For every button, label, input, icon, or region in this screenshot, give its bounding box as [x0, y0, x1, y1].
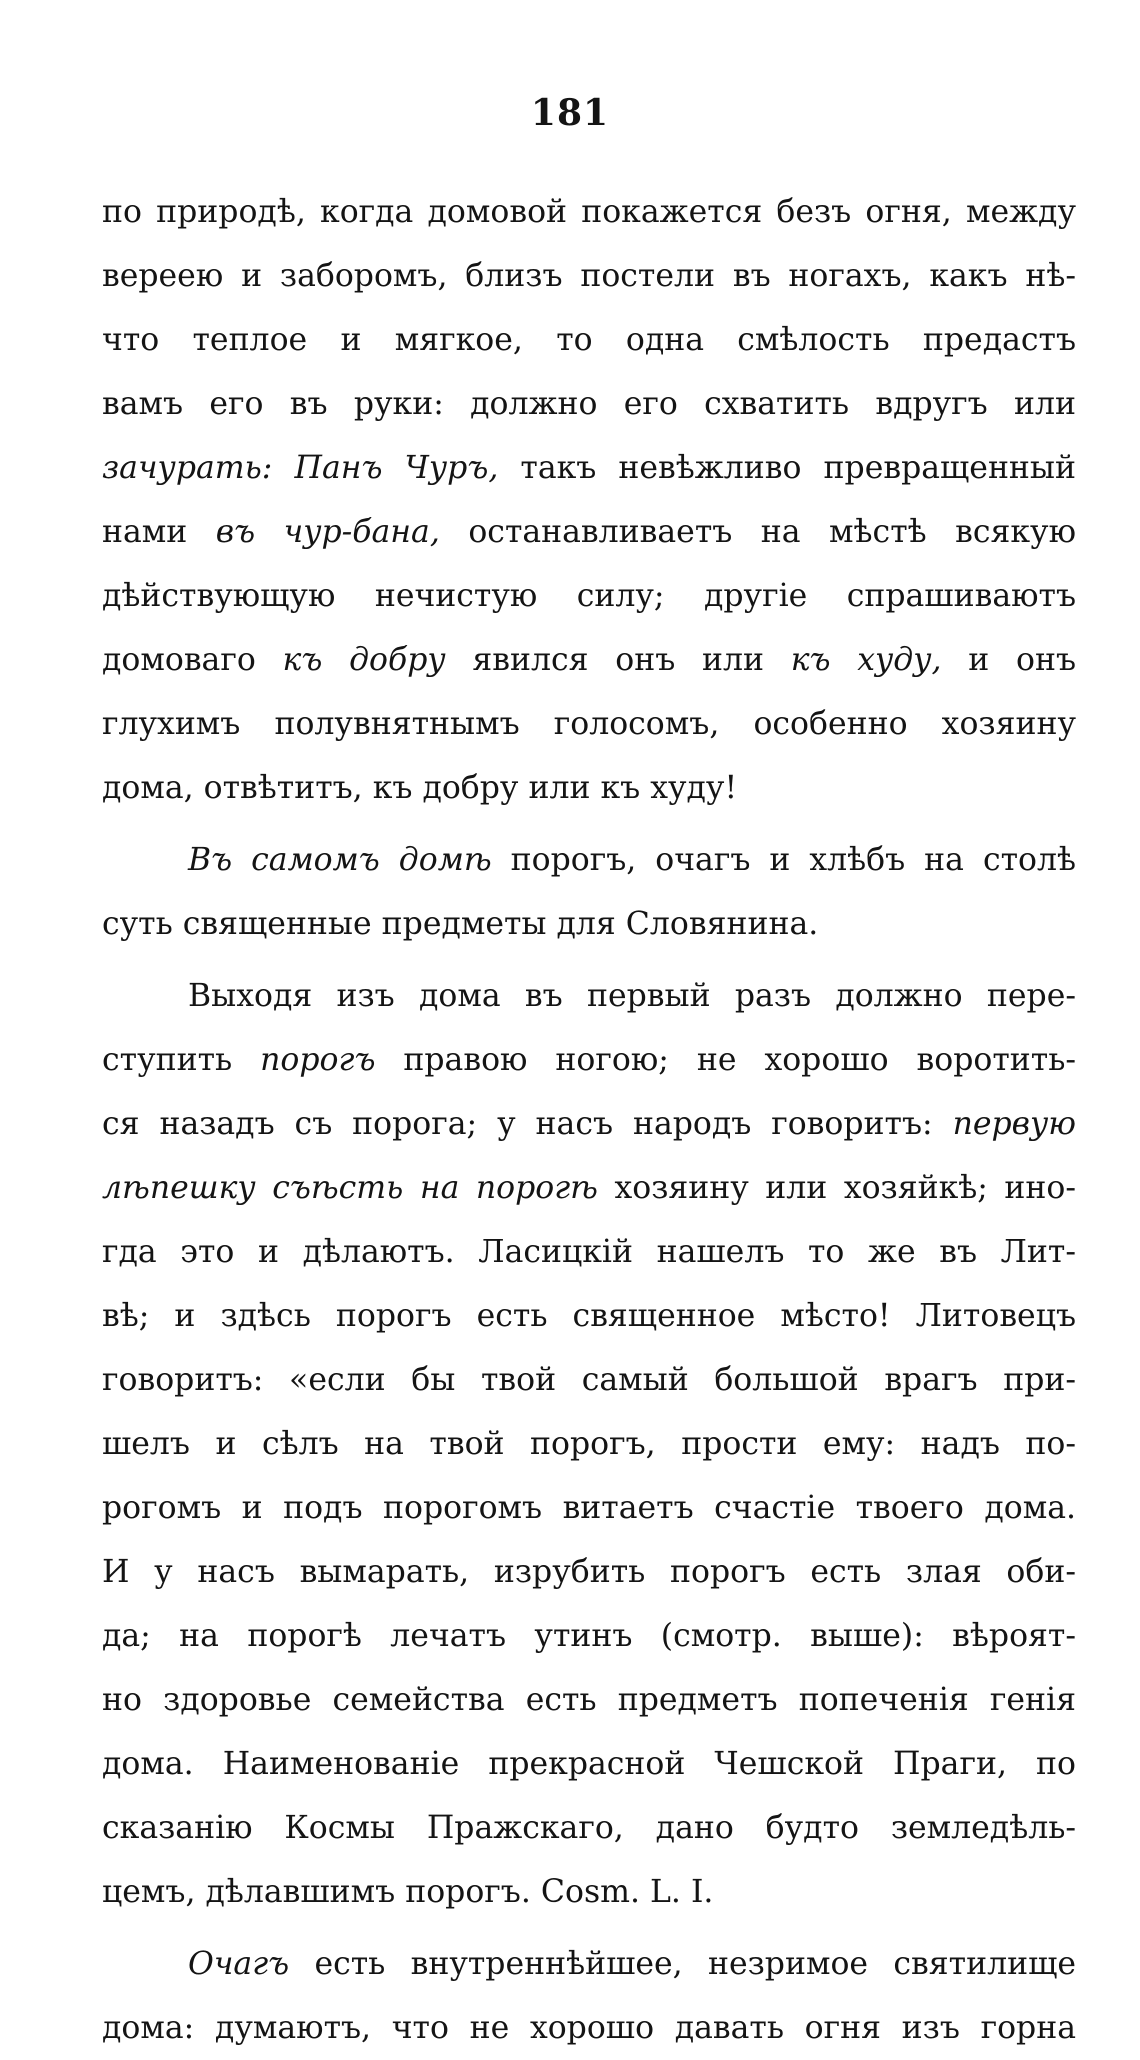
text-line: дѣйствующую нечистую силу; другіе спрашиваютъ [102, 578, 1076, 614]
paragraph-gap [102, 956, 1076, 964]
text-line: вамъ его въ руки: должно его схватить вдругъ или [102, 386, 1076, 422]
text-line: дома. Наименованіе прекрасной Чешской Праги, по [102, 1746, 1076, 1782]
text-run: нами [102, 514, 216, 550]
text-line: вереею и заборомъ, близъ постели въ ногахъ, какъ нѣ- [102, 258, 1076, 294]
italic-term: въ чур-бана, [215, 514, 440, 550]
text-line [102, 500, 1076, 564]
text-line: сказанію Космы Пражскаго, дано будто земледѣль- [102, 1810, 1076, 1846]
text-line [102, 1156, 1076, 1220]
paragraph-gap [102, 820, 1076, 828]
text-line: дома, отвѣтитъ, къ добру или къ худу! [102, 770, 738, 806]
text-line: говоритъ: «если бы твой самый большой врагъ при- [102, 1362, 1076, 1398]
text-line: глухимъ полувнятнымъ голосомъ, особенно хозяину [102, 706, 1076, 742]
text-line: суть священные предметы для Словянина. [102, 906, 819, 942]
text-run: хозяину или хозяйкѣ; ино- [597, 1170, 1076, 1206]
text-line: да; на порогѣ лечатъ утинъ (смотр. выше): вѣроят- [102, 1618, 1076, 1654]
text-line: но здоровье семейства есть предметъ попеченія генія [102, 1682, 1076, 1718]
text-run: порогъ, очагъ и хлѣбъ на столѣ [491, 842, 1076, 878]
italic-term: первую [952, 1106, 1076, 1142]
italic-term: порогъ [260, 1042, 376, 1078]
text-run: ся назадъ съ порога; у насъ народъ говоритъ: [102, 1106, 953, 1142]
italic-term: Въ самомъ домѣ [188, 842, 492, 878]
text-line: по природѣ, когда домовой покажется безъ огня, между [102, 194, 1076, 230]
text-line: цемъ, дѣлавшимъ порогъ. Cosm. L. I. [102, 1874, 714, 1910]
text-line [102, 828, 1076, 892]
text-run: явился онъ или [445, 642, 791, 678]
text-line: Выходя изъ дома въ первый разъ должно пере- [188, 978, 1076, 1014]
text-run: такъ невѣжливо превращенный [498, 450, 1076, 486]
text-run: правою ногою; не хорошо воротить- [375, 1042, 1076, 1078]
text-line [102, 436, 1076, 500]
italic-term: Панъ Чуръ, [294, 450, 499, 486]
body-text [102, 180, 1076, 2060]
text-run: и онъ [941, 642, 1076, 678]
text-run [272, 450, 294, 486]
paragraph-gap [102, 1924, 1076, 1932]
text-line: гда это и дѣлаютъ. Ласицкій нашелъ то же въ Лит- [102, 1234, 1076, 1270]
text-run: домоваго [102, 642, 283, 678]
text-line: дома: думаютъ, что не хорошо давать огня изъ горна [102, 2010, 1076, 2046]
text-line [102, 1932, 1076, 1996]
italic-term: Очагъ [188, 1946, 290, 1982]
text-line: рогомъ и подъ порогомъ витаетъ счастіе твоего дома. [102, 1490, 1076, 1526]
italic-term: лѣпешку съѣсть на порогѣ [102, 1170, 598, 1206]
text-line [102, 628, 1076, 692]
text-run: есть внутреннѣйшее, незримое святилище [289, 1946, 1076, 1982]
text-line [102, 1092, 1076, 1156]
text-run: ступить [102, 1042, 261, 1078]
text-line [102, 1028, 1076, 1092]
italic-term: къ добру [282, 642, 446, 678]
page-number: 181 [530, 92, 610, 134]
text-line: И у насъ вымарать, изрубить порогъ есть злая оби- [102, 1554, 1076, 1590]
italic-term: зачурать: [102, 450, 273, 486]
text-run: останавливаетъ на мѣстѣ всякую [439, 514, 1076, 550]
text-line: шелъ и сѣлъ на твой порогъ, прости ему: надъ по- [102, 1426, 1076, 1462]
italic-term: къ худу, [790, 642, 942, 678]
text-line: вѣ; и здѣсь порогъ есть священное мѣсто! Литовецъ [102, 1298, 1076, 1334]
text-line: что теплое и мягкое, то одна смѣлость предастъ [102, 322, 1076, 358]
